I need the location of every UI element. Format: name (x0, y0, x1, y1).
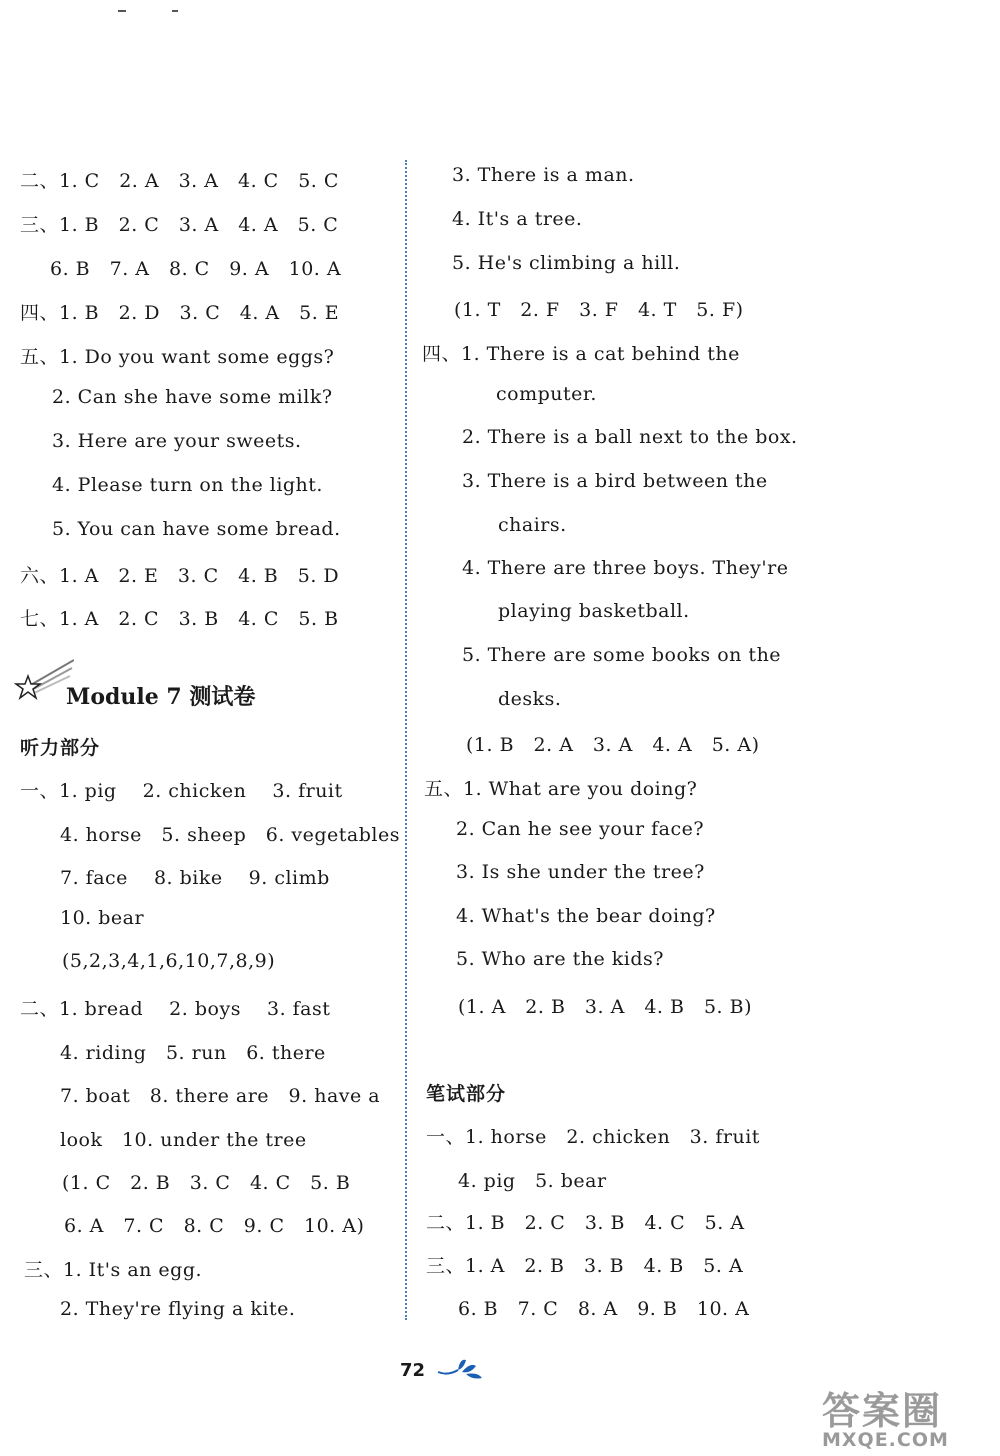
answer-line: chairs. (498, 514, 567, 536)
answer-line: 5. There are some books on the (462, 644, 782, 666)
answer-line: 3. There is a man. (452, 164, 635, 186)
writing-heading: 笔试部分 (426, 1083, 507, 1105)
answer-line: 五、1. Do you want some eggs? (20, 346, 335, 368)
answer-line: 5. He's climbing a hill. (452, 252, 681, 274)
answer-line: 4. There are three boys. They're (462, 557, 789, 579)
answer-line: 七、1. A 2. C 3. B 4. C 5. B (20, 608, 339, 630)
answer-line: (1. C 2. B 3. C 4. C 5. B (62, 1172, 351, 1194)
answer-line: 二、1. C 2. A 3. A 4. C 5. C (20, 170, 339, 192)
answer-line: 4. Please turn on the light. (52, 474, 323, 496)
page-number: 72 (400, 1360, 426, 1381)
answer-line: 2. Can he see your face? (456, 818, 705, 840)
answer-line: (5,2,3,4,1,6,10,7,8,9) (62, 950, 276, 972)
answer-line: 4. riding 5. run 6. there (60, 1042, 326, 1064)
leaf-ornament-icon (436, 1354, 486, 1380)
answer-line: (1. A 2. B 3. A 4. B 5. B) (458, 996, 752, 1018)
answer-line: 4. pig 5. bear (458, 1170, 607, 1192)
answer-line: playing basketball. (498, 600, 690, 622)
answer-line: 三、1. It's an egg. (24, 1259, 203, 1281)
watermark-cn: 答案圈 (822, 1389, 943, 1433)
shooting-star-icon (14, 654, 74, 700)
answer-line: 一、1. pig 2. chicken 3. fruit (20, 780, 343, 802)
top-mark (172, 10, 178, 12)
answer-line: 三、1. A 2. B 3. B 4. B 5. A (426, 1255, 744, 1277)
answer-line: 4. It's a tree. (452, 208, 583, 230)
answer-line: 4. What's the bear doing? (456, 905, 716, 927)
answer-line: 5. You can have some bread. (52, 518, 341, 540)
answer-line: 六、1. A 2. E 3. C 4. B 5. D (20, 565, 340, 587)
answer-line: 2. There is a ball next to the box. (462, 426, 798, 448)
answer-line: 3. There is a bird between the (462, 470, 768, 492)
answer-line: 二、1. bread 2. boys 3. fast (20, 998, 331, 1020)
answer-line: look 10. under the tree (60, 1129, 307, 1151)
answer-line: 二、1. B 2. C 3. B 4. C 5. A (426, 1212, 745, 1234)
answer-line: desks. (498, 688, 562, 710)
answer-line: 3. Here are your sweets. (52, 430, 302, 452)
answer-line: 10. bear (60, 907, 145, 929)
answer-line: (1. B 2. A 3. A 4. A 5. A) (466, 734, 760, 756)
answer-line: 5. Who are the kids? (456, 948, 664, 970)
answer-line: 五、1. What are you doing? (424, 778, 698, 800)
answer-line: 7. face 8. bike 9. climb (60, 867, 330, 889)
answer-line: 6. B 7. C 8. A 9. B 10. A (458, 1298, 750, 1320)
answer-line: 2. They're flying a kite. (60, 1298, 296, 1320)
answer-line: 6. B 7. A 8. C 9. A 10. A (50, 258, 342, 280)
answer-line: 一、1. horse 2. chicken 3. fruit (426, 1126, 760, 1148)
answer-line: 7. boat 8. there are 9. have a (60, 1085, 381, 1107)
listening-heading: 听力部分 (20, 737, 101, 759)
answer-line: 四、1. B 2. D 3. C 4. A 5. E (20, 302, 340, 324)
top-mark (118, 10, 126, 12)
answer-line: 2. Can she have some milk? (52, 386, 333, 408)
watermark (822, 1380, 949, 1451)
column-divider (405, 160, 407, 1320)
module-title: Module 7 测试卷 (66, 684, 256, 710)
answer-line: 3. Is she under the tree? (456, 861, 705, 883)
answer-line: 4. horse 5. sheep 6. vegetables (60, 824, 400, 846)
answer-line: 四、1. There is a cat behind the (422, 343, 740, 365)
answer-line: 6. A 7. C 8. C 9. C 10. A) (64, 1215, 365, 1237)
answer-line: 三、1. B 2. C 3. A 4. A 5. C (20, 214, 339, 236)
answer-line: computer. (496, 383, 597, 405)
watermark-url: MXQE.COM (822, 1429, 949, 1451)
answer-line: (1. T 2. F 3. F 4. T 5. F) (454, 299, 744, 321)
